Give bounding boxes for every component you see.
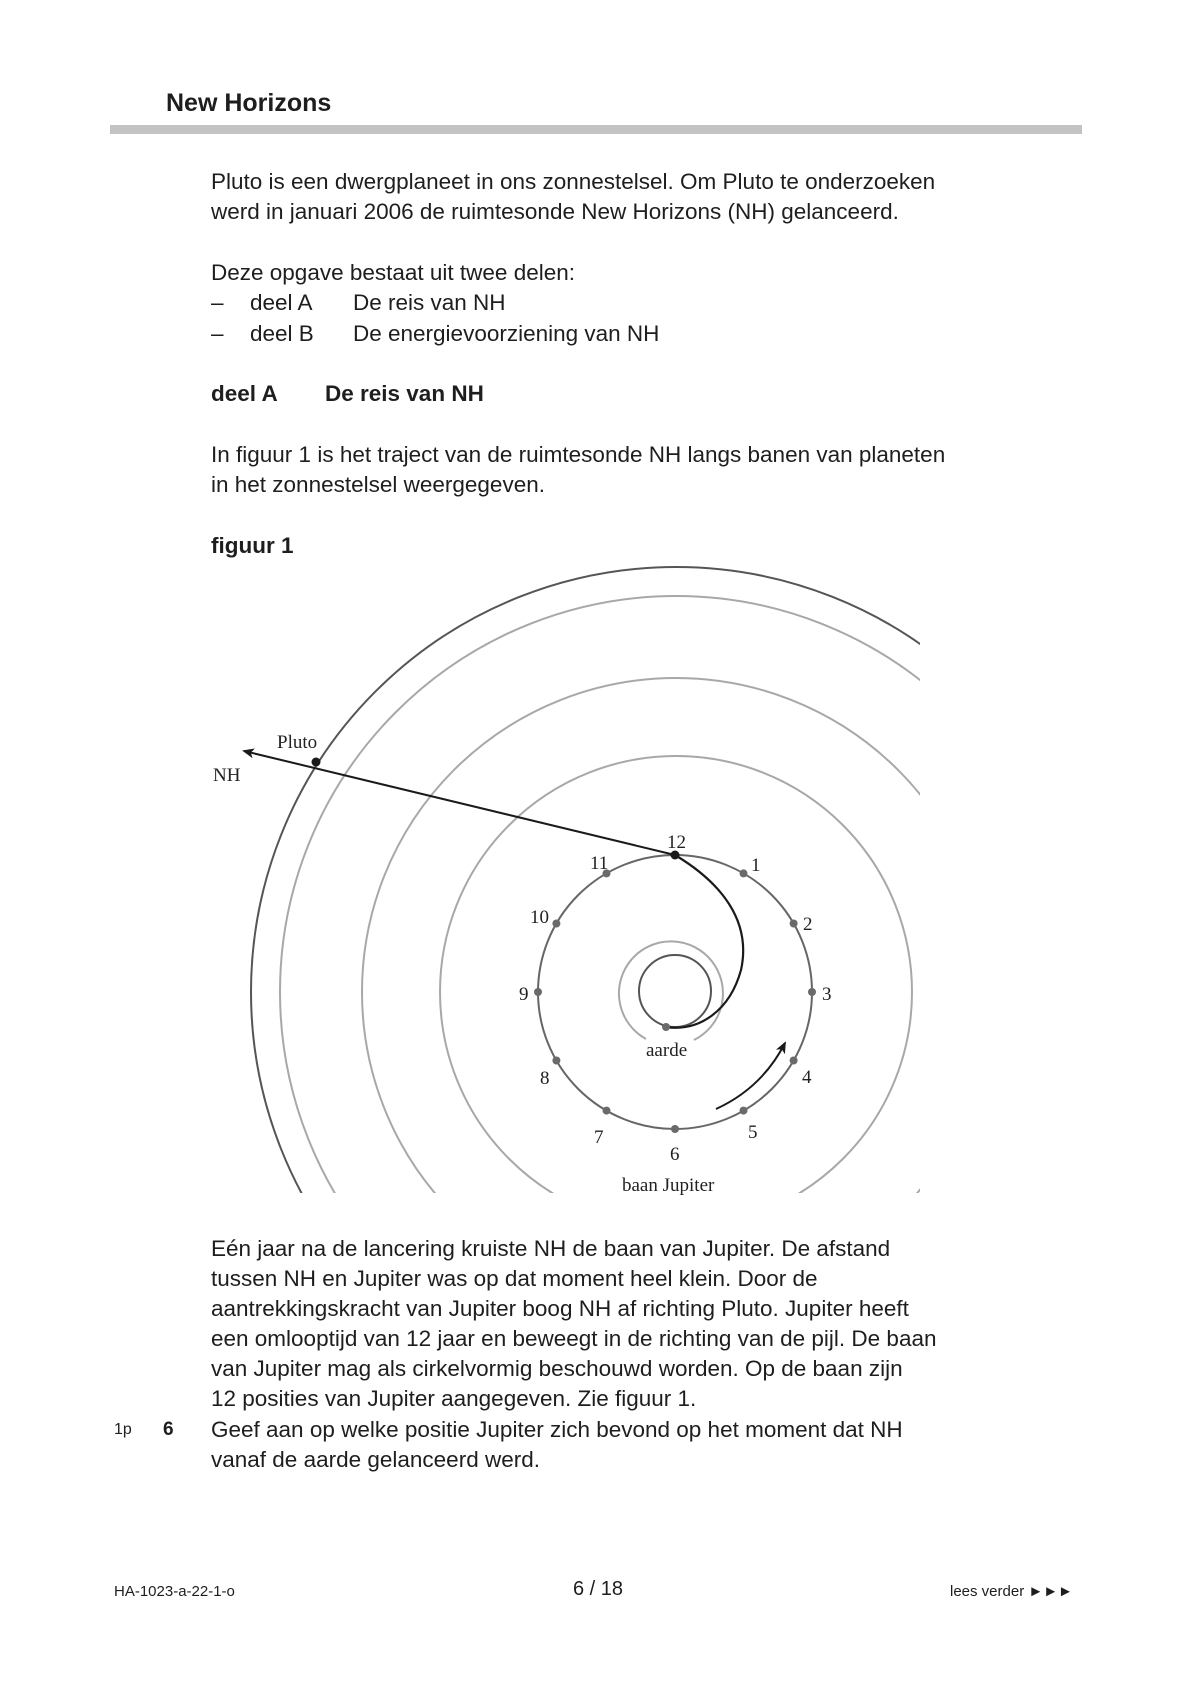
page-title: New Horizons [166, 89, 332, 117]
section-a-line-2: in het zonnestelsel weergegeven. [211, 472, 545, 497]
intro-line-2: werd in januari 2006 de ruimtesonde New Horizons (NH) gelanceerd. [211, 199, 899, 224]
intro-line-1: Pluto is een dwergplaneet in ons zonnestelsel. Om Pluto te onderzoeken [211, 169, 936, 194]
nh-label: NH [213, 765, 241, 786]
nh-trajectory-line [244, 751, 675, 855]
earth-orbit [639, 955, 711, 1027]
body-line-5: van Jupiter mag als cirkelvormig beschouwd worden. Op de baan zijn [211, 1356, 903, 1381]
position-label-2: 2 [803, 914, 813, 935]
jupiter-position-dot-4 [790, 1057, 798, 1065]
section-title: De reis van NH [325, 381, 484, 406]
earth-label: aarde [646, 1040, 688, 1061]
jupiter-position-dot-2 [790, 920, 798, 928]
position-label-10: 10 [530, 907, 549, 928]
part-label: deel B [250, 321, 314, 346]
figure-caption: figuur 1 [211, 533, 294, 558]
position-label-3: 3 [822, 984, 832, 1005]
question-line-1: Geef aan op welke positie Jupiter zich bevond op het moment dat NH [211, 1417, 903, 1442]
jupiter-position-dot-5 [740, 1107, 748, 1115]
body-line-3: aantrekkingskracht van Jupiter boog NH af richting Pluto. Jupiter heeft [211, 1296, 909, 1321]
part-title: De energievoorziening van NH [353, 321, 660, 346]
position-label-1: 1 [751, 855, 761, 876]
footer-exam-code: HA-1023-a-22-1-o [114, 1583, 235, 1600]
parts-intro: Deze opgave bestaat uit twee delen: [211, 260, 575, 285]
question-number: 6 [163, 1419, 174, 1440]
jupiter-orbit [538, 855, 812, 1129]
position-label-9: 9 [519, 984, 529, 1005]
jupiter-position-dot-6 [671, 1125, 679, 1133]
position-label-5: 5 [748, 1122, 758, 1143]
part-label: deel A [250, 290, 313, 315]
jupiter-position-labels [519, 832, 832, 1165]
uranus-orbit [362, 678, 990, 1306]
dash-bullet: – [211, 290, 224, 315]
earth-dot [662, 1023, 670, 1031]
jupiter-position-dot-9 [534, 988, 542, 996]
section-label: deel A [211, 381, 278, 406]
footer-page-number: 6 / 18 [573, 1578, 624, 1600]
position-label-6: 6 [670, 1144, 680, 1165]
position-label-12: 12 [667, 832, 686, 853]
dash-bullet: – [211, 321, 224, 346]
body-line-1: Eén jaar na de lancering kruiste NH de baan van Jupiter. De afstand [211, 1236, 891, 1261]
position-label-8: 8 [540, 1068, 550, 1089]
position-label-7: 7 [594, 1127, 604, 1148]
footer-continue: lees verder ►►► [950, 1583, 1073, 1600]
body-line-4: een omlooptijd van 12 jaar en beweegt in de richting van de pijl. De baan [211, 1326, 937, 1351]
body-line-2: tussen NH en Jupiter was op dat moment heel klein. Door de [211, 1266, 818, 1291]
body-line-6: 12 posities van Jupiter aangegeven. Zie figuur 1. [211, 1386, 697, 1411]
question-points: 1p [114, 1421, 132, 1438]
jupiter-orbit-label: baan Jupiter [622, 1175, 715, 1196]
pluto-dot [312, 758, 321, 767]
pluto-label: Pluto [277, 732, 318, 753]
part-title: De reis van NH [353, 290, 506, 315]
jupiter-position-dot-10 [552, 920, 560, 928]
question-line-2: vanaf de aarde gelanceerd werd. [211, 1447, 540, 1472]
position-label-11: 11 [590, 853, 609, 874]
jupiter-position-dot-7 [603, 1107, 611, 1115]
jupiter-position-dot-1 [740, 869, 748, 877]
position-label-4: 4 [802, 1067, 812, 1088]
jupiter-position-dot-3 [808, 988, 816, 996]
section-a-line-1: In figuur 1 is het traject van de ruimtesonde NH langs banen van planeten [211, 442, 946, 467]
jupiter-position-dots [534, 851, 816, 1134]
jupiter-position-dot-8 [552, 1057, 560, 1065]
direction-arrow-icon [716, 1043, 785, 1109]
